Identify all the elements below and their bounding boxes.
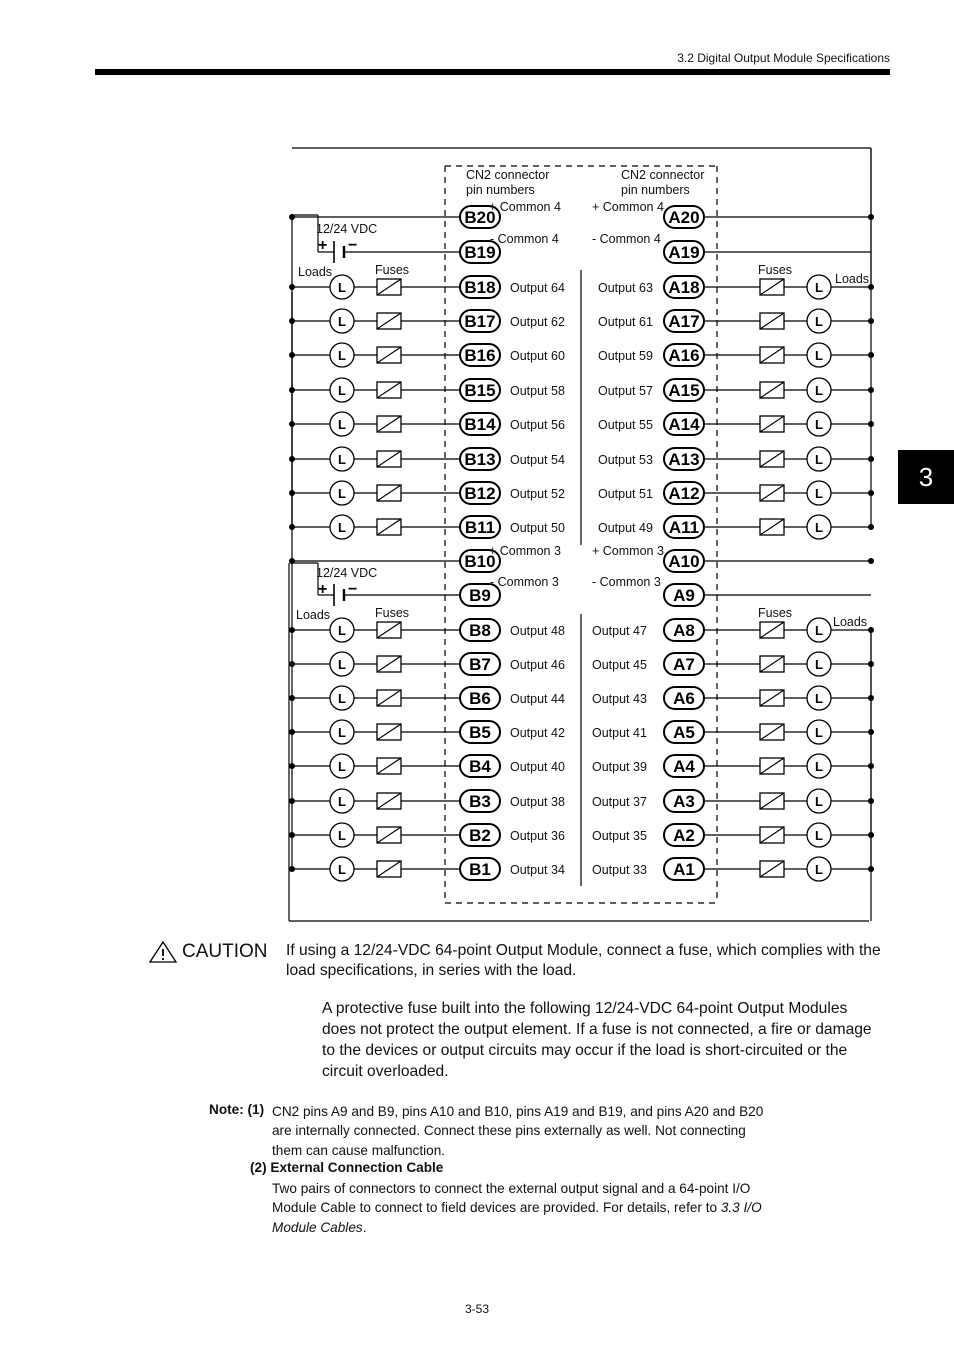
output-label-left: Output 44 (510, 692, 565, 706)
output-label-left: Output 56 (510, 418, 565, 432)
running-header: 3.2 Digital Output Module Specifications (677, 51, 890, 65)
pin-label: A17 (668, 312, 700, 331)
output-label-right: Output 37 (592, 795, 647, 809)
pin-label: B11 (464, 518, 496, 537)
output-label-right: Output 45 (592, 658, 647, 672)
fuses-label-left: Fuses (375, 263, 410, 277)
output-label-left: Output 64 (510, 281, 565, 295)
load-letter: L (815, 348, 823, 363)
load-letter: L (338, 280, 346, 295)
output-label-left: Output 54 (510, 453, 565, 467)
output-label-right: Output 55 (598, 418, 653, 432)
load-letter: L (815, 383, 823, 398)
pin-label: B19 (464, 243, 496, 262)
fuses-label-left: Fuses (375, 606, 410, 620)
pin-label: B18 (464, 278, 496, 297)
pin-label: A14 (668, 415, 700, 434)
pin-label: A5 (673, 723, 695, 742)
load-letter: L (338, 828, 346, 843)
load-letter: L (338, 383, 346, 398)
pin-label: A13 (668, 450, 700, 469)
pin-label: A8 (673, 621, 695, 640)
output-label-right: Output 63 (598, 281, 653, 295)
supply-plus-sign: + (318, 581, 328, 598)
pin-label: B20 (464, 208, 496, 227)
note-2-end: . (362, 1219, 367, 1235)
loads-label-right: Loads (833, 615, 868, 629)
output-label-left: Output 46 (510, 658, 565, 672)
supply-voltage-label: 12/24 VDC (316, 222, 378, 236)
load-letter: L (338, 520, 346, 535)
output-label-left: Output 42 (510, 726, 565, 740)
pin-label: A4 (673, 757, 695, 776)
pin-label: B12 (464, 484, 496, 503)
pin-label: B13 (464, 450, 496, 469)
caution-label (148, 940, 268, 964)
load-letter: L (338, 348, 346, 363)
minus-common-left-label: - Common 4 (490, 232, 559, 246)
pin-label: A3 (673, 792, 695, 811)
note-2-text: Two pairs of connectors to connect the external output signal and a 64-point I/O Module Cable to connect to field devices are provided. For details, refer to (272, 1181, 751, 1216)
pin-label: A12 (668, 484, 700, 503)
load-letter: L (815, 657, 823, 672)
cn2-connector-label-right: CN2 connector (621, 168, 705, 182)
load-letter: L (815, 623, 823, 638)
plus-common-left-label: + Common 4 (489, 200, 561, 214)
load-letter: L (815, 486, 823, 501)
output-label-right: Output 39 (592, 760, 647, 774)
output-label-left: Output 38 (510, 795, 565, 809)
load-letter: L (815, 828, 823, 843)
load-letter: L (338, 486, 346, 501)
output-label-left: Output 34 (510, 863, 565, 877)
output-label-left: Output 62 (510, 315, 565, 329)
page-number: 3-53 (464, 1302, 490, 1316)
junction-dot (868, 558, 874, 564)
caution-text-2: A protective fuse built into the following 12/24-VDC 64-point Output Modules does not protect the output element. If a fuse is not connected, a fire or damage to the devices or output circuits may occur if the load is short-circuited or the circuit overloaded. (322, 1000, 872, 1080)
pin-label: B17 (464, 312, 496, 331)
output-label-right: Output 57 (598, 384, 653, 398)
cn2-connector-label-left: CN2 connector (466, 168, 550, 182)
output-label-left: Output 58 (510, 384, 565, 398)
pin-numbers-label-left: pin numbers (466, 183, 535, 197)
pin-label: B3 (469, 792, 491, 811)
load-letter: L (338, 452, 346, 467)
warning-triangle-icon (148, 940, 178, 964)
note-label: Note: (1) (209, 1102, 265, 1117)
caution-text-1: If using a 12/24-VDC 64-point Output Module, connect a fuse, which complies with the load specifications, in series with the load. (286, 942, 881, 979)
output-label-right: Output 49 (598, 521, 653, 535)
supply-voltage-label: 12/24 VDC (316, 566, 378, 580)
pin-label: A2 (673, 826, 695, 845)
minus-common-right-label: - Common 4 (592, 232, 661, 246)
loads-label-left: Loads (298, 265, 333, 279)
load-letter: L (338, 691, 346, 706)
output-label-right: Output 43 (592, 692, 647, 706)
plus-common-left-label: + Common 3 (489, 544, 561, 558)
pin-label: B4 (469, 757, 491, 776)
chapter-tab: 3 (898, 450, 954, 504)
pin-label: A20 (668, 208, 700, 227)
load-letter: L (815, 314, 823, 329)
pin-label: B9 (469, 586, 491, 605)
pin-numbers-label-right: pin numbers (621, 183, 690, 197)
load-letter: L (815, 759, 823, 774)
supply-minus-sign: − (348, 237, 358, 254)
supply-minus-sign: − (348, 581, 358, 598)
caution-word: CAUTION (182, 941, 268, 962)
loads-label-right: Loads (835, 272, 870, 286)
fuses-label-right: Fuses (758, 606, 793, 620)
output-label-right: Output 47 (592, 624, 647, 638)
pin-label: A7 (673, 655, 695, 674)
plus-common-right-label: + Common 4 (592, 200, 664, 214)
minus-common-left-label: - Common 3 (490, 575, 559, 589)
pin-label: A9 (673, 586, 695, 605)
note-1: CN2 pins A9 and B9, pins A10 and B10, pins A19 and B19, and pins A20 and B20 are internally connected. Connect these pins externally as well. Not connecting them can cause malfunction. (272, 1104, 764, 1158)
pin-label: B5 (469, 723, 491, 742)
fuses-label-right: Fuses (758, 263, 793, 277)
pin-label: A10 (668, 552, 700, 571)
pin-label: A6 (673, 689, 695, 708)
output-label-right: Output 53 (598, 453, 653, 467)
load-letter: L (338, 725, 346, 740)
output-label-left: Output 40 (510, 760, 565, 774)
output-label-right: Output 33 (592, 863, 647, 877)
pin-label: A18 (668, 278, 700, 297)
pin-label: B10 (464, 552, 496, 571)
output-label-right: Output 61 (598, 315, 653, 329)
output-label-right: Output 51 (598, 487, 653, 501)
load-letter: L (338, 759, 346, 774)
output-label-right: Output 35 (592, 829, 647, 843)
load-letter: L (815, 417, 823, 432)
load-letter: L (338, 862, 346, 877)
output-label-right: Output 41 (592, 726, 647, 740)
output-label-left: Output 60 (510, 349, 565, 363)
load-letter: L (815, 280, 823, 295)
loads-label-left: Loads (296, 608, 331, 622)
supply-plus-sign: + (318, 237, 328, 254)
minus-common-right-label: - Common 3 (592, 575, 661, 589)
pin-label: A19 (668, 243, 700, 262)
output-label-left: Output 36 (510, 829, 565, 843)
load-letter: L (815, 862, 823, 877)
pin-label: B7 (469, 655, 491, 674)
pin-label: B16 (464, 346, 496, 365)
load-letter: L (815, 725, 823, 740)
output-label-left: Output 52 (510, 487, 565, 501)
pin-label: B6 (469, 689, 491, 708)
load-letter: L (815, 691, 823, 706)
load-letter: L (338, 657, 346, 672)
load-letter: L (338, 417, 346, 432)
pin-label: B15 (464, 381, 496, 400)
load-letter: L (815, 452, 823, 467)
pin-label: B8 (469, 621, 491, 640)
pin-label: B2 (469, 826, 491, 845)
note-2-heading: (2) External Connection Cable (250, 1160, 444, 1175)
plus-common-right-label: + Common 3 (592, 544, 664, 558)
note-2-reference: 3.3 I/O Module Cables (272, 1200, 762, 1235)
pin-label: A1 (673, 860, 695, 879)
load-letter: L (815, 520, 823, 535)
load-letter: L (338, 623, 346, 638)
output-label-right: Output 59 (598, 349, 653, 363)
load-letter: L (338, 314, 346, 329)
load-letter: L (815, 794, 823, 809)
load-letter: L (338, 794, 346, 809)
output-label-left: Output 48 (510, 624, 565, 638)
pin-label: A16 (668, 346, 700, 365)
output-label-left: Output 50 (510, 521, 565, 535)
pin-label: B1 (469, 860, 491, 879)
pin-label: B14 (464, 415, 496, 434)
pin-label: A15 (668, 381, 700, 400)
pin-label: A11 (668, 518, 700, 537)
note-2 (272, 1179, 782, 1237)
